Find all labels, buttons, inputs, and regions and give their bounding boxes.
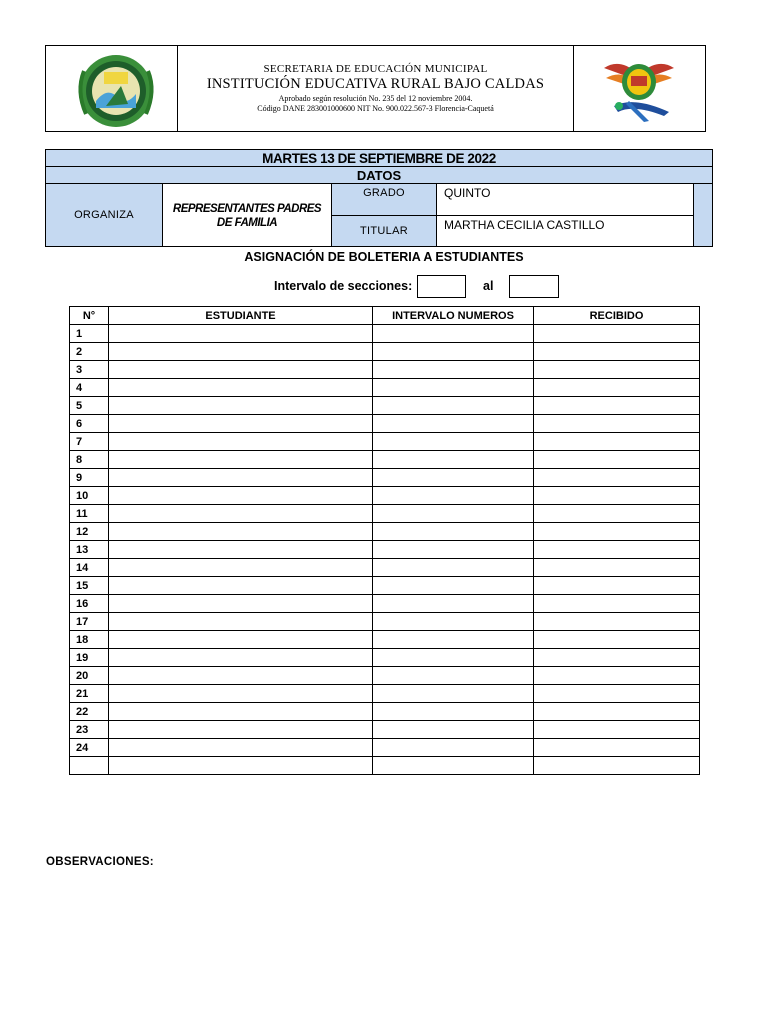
event-date-bar: MARTES 13 DE SEPTIEMBRE DE 2022 [45, 149, 713, 167]
received-cell[interactable] [534, 577, 700, 595]
row-number-cell: 21 [70, 685, 109, 703]
interval-numbers-cell[interactable] [373, 451, 534, 469]
table-row [70, 415, 700, 433]
municipal-crest-cell [573, 46, 705, 131]
row-number-cell: 1 [70, 325, 109, 343]
table-body [70, 325, 700, 775]
received-cell[interactable] [534, 415, 700, 433]
interval-numbers-cell[interactable] [373, 415, 534, 433]
table-row [70, 595, 700, 613]
table-row [70, 631, 700, 649]
student-name-cell[interactable] [109, 361, 373, 379]
interval-numbers-cell[interactable] [373, 757, 534, 775]
student-name-cell[interactable] [109, 613, 373, 631]
interval-start-field[interactable] [417, 275, 466, 298]
received-cell[interactable] [534, 703, 700, 721]
student-name-cell[interactable] [109, 451, 373, 469]
interval-numbers-cell[interactable] [373, 361, 534, 379]
row-number-cell: 4 [70, 379, 109, 397]
row-number-cell: 23 [70, 721, 109, 739]
table-row [70, 541, 700, 559]
interval-numbers-cell[interactable] [373, 505, 534, 523]
received-cell[interactable] [534, 757, 700, 775]
table-row [70, 667, 700, 685]
received-cell[interactable] [534, 667, 700, 685]
interval-numbers-cell[interactable] [373, 685, 534, 703]
row-number-cell: 17 [70, 613, 109, 631]
table-row [70, 397, 700, 415]
interval-numbers-cell[interactable] [373, 703, 534, 721]
interval-numbers-cell[interactable] [373, 325, 534, 343]
table-row [70, 577, 700, 595]
table-row [70, 685, 700, 703]
received-cell[interactable] [534, 487, 700, 505]
received-cell[interactable] [534, 613, 700, 631]
interval-numbers-cell[interactable] [373, 613, 534, 631]
student-name-cell[interactable] [109, 541, 373, 559]
row-number-cell: 7 [70, 433, 109, 451]
interval-numbers-cell[interactable] [373, 559, 534, 577]
table-row [70, 649, 700, 667]
institution-header [45, 45, 706, 132]
table-row [70, 559, 700, 577]
datos-title-bar: DATOS [45, 166, 713, 184]
header-text-block [178, 46, 573, 131]
received-cell[interactable] [534, 361, 700, 379]
interval-numbers-cell[interactable] [373, 343, 534, 361]
resolution-line: Aprobado según resolución No. 235 del 12 noviembre 2004. [278, 94, 473, 103]
interval-numbers-cell[interactable] [373, 487, 534, 505]
grado-value: QUINTO [436, 183, 694, 216]
interval-numbers-cell[interactable] [373, 577, 534, 595]
student-name-cell[interactable] [109, 469, 373, 487]
row-number-cell: 20 [70, 667, 109, 685]
student-name-cell[interactable] [109, 523, 373, 541]
received-cell[interactable] [534, 649, 700, 667]
dane-nit-line: Código DANE 283001000600 NIT No. 900.022.567-3 Florencia-Caquetá [257, 104, 494, 113]
row-number-cell: 13 [70, 541, 109, 559]
received-cell[interactable] [534, 433, 700, 451]
row-number-cell: 14 [70, 559, 109, 577]
student-name-cell[interactable] [109, 397, 373, 415]
table-header-row [70, 307, 700, 325]
interval-numbers-cell[interactable] [373, 541, 534, 559]
received-cell[interactable] [534, 541, 700, 559]
table-row [70, 469, 700, 487]
student-name-cell[interactable] [109, 649, 373, 667]
student-name-cell[interactable] [109, 559, 373, 577]
received-cell[interactable] [534, 469, 700, 487]
grado-label: GRADO [331, 183, 437, 216]
student-name-cell[interactable] [109, 721, 373, 739]
observaciones-label: OBSERVACIONES: [46, 856, 154, 868]
table-row [70, 325, 700, 343]
student-name-cell[interactable] [109, 667, 373, 685]
student-name-cell[interactable] [109, 505, 373, 523]
table-row [70, 721, 700, 739]
table-row [70, 739, 700, 757]
organiza-value-line1: REPRESENTANTES PADRES [172, 203, 322, 215]
interval-label: Intervalo de secciones: [274, 279, 413, 293]
secretaria-line: SECRETARIA DE EDUCACIÓN MUNICIPAL [263, 63, 488, 75]
student-name-cell[interactable] [109, 595, 373, 613]
received-cell[interactable] [534, 397, 700, 415]
interval-end-field[interactable] [509, 275, 559, 298]
received-cell[interactable] [534, 685, 700, 703]
organiza-value-line2: DE FAMILIA [216, 217, 278, 229]
row-number-cell: 2 [70, 343, 109, 361]
interval-numbers-cell[interactable] [373, 739, 534, 757]
row-number-cell: 10 [70, 487, 109, 505]
student-name-cell[interactable] [109, 631, 373, 649]
student-name-cell[interactable] [109, 379, 373, 397]
received-cell[interactable] [534, 325, 700, 343]
institution-name: INSTITUCIÓN EDUCATIVA RURAL BAJO CALDAS [206, 76, 545, 92]
table-row [70, 757, 700, 775]
school-seal-icon [46, 46, 178, 131]
student-name-cell[interactable] [109, 739, 373, 757]
interval-numbers-cell[interactable] [373, 631, 534, 649]
assignment-title: ASIGNACIÓN DE BOLETERIA A ESTUDIANTES [244, 250, 524, 264]
interval-numbers-cell[interactable] [373, 433, 534, 451]
row-number-cell: 5 [70, 397, 109, 415]
table-row [70, 343, 700, 361]
row-number-cell: 6 [70, 415, 109, 433]
interval-numbers-cell[interactable] [373, 397, 534, 415]
interval-numbers-cell[interactable] [373, 721, 534, 739]
received-cell[interactable] [534, 631, 700, 649]
student-name-cell[interactable] [109, 703, 373, 721]
row-number-cell: 3 [70, 361, 109, 379]
received-cell[interactable] [534, 721, 700, 739]
table-row [70, 505, 700, 523]
column-header-received: RECIBIDO [534, 307, 700, 325]
interval-numbers-cell[interactable] [373, 649, 534, 667]
table-row [70, 433, 700, 451]
interval-numbers-cell[interactable] [373, 469, 534, 487]
student-name-cell[interactable] [109, 685, 373, 703]
row-number-cell: 19 [70, 649, 109, 667]
row-number-cell: 15 [70, 577, 109, 595]
received-cell[interactable] [534, 739, 700, 757]
interval-numbers-cell[interactable] [373, 523, 534, 541]
organiza-value [162, 183, 332, 247]
student-name-cell[interactable] [109, 577, 373, 595]
row-number-cell: 18 [70, 631, 109, 649]
interval-numbers-cell[interactable] [373, 667, 534, 685]
school-logo-cell [46, 46, 178, 131]
student-name-cell[interactable] [109, 415, 373, 433]
row-number-cell: 12 [70, 523, 109, 541]
row-number-cell: 8 [70, 451, 109, 469]
column-header-interval: INTERVALO NUMEROS [373, 307, 534, 325]
table-row [70, 379, 700, 397]
row-number-cell: 9 [70, 469, 109, 487]
row-number-cell [70, 757, 109, 775]
student-name-cell[interactable] [109, 433, 373, 451]
row-number-cell: 24 [70, 739, 109, 757]
received-cell[interactable] [534, 343, 700, 361]
row-number-cell: 11 [70, 505, 109, 523]
table-row [70, 361, 700, 379]
organiza-label: ORGANIZA [45, 183, 163, 247]
students-table [69, 306, 700, 775]
interval-al-label: al [483, 279, 494, 293]
received-cell[interactable] [534, 505, 700, 523]
row-number-cell: 22 [70, 703, 109, 721]
titular-value: MARTHA CECILIA CASTILLO [436, 215, 694, 247]
received-cell[interactable] [534, 595, 700, 613]
column-header-student: ESTUDIANTE [109, 307, 373, 325]
received-cell[interactable] [534, 379, 700, 397]
received-cell[interactable] [534, 523, 700, 541]
table-row [70, 613, 700, 631]
interval-numbers-cell[interactable] [373, 379, 534, 397]
column-header-number: N° [70, 307, 109, 325]
table-row [70, 451, 700, 469]
table-row [70, 523, 700, 541]
titular-label: TITULAR [331, 215, 437, 247]
row-number-cell: 16 [70, 595, 109, 613]
student-name-cell[interactable] [109, 757, 373, 775]
datos-right-strip [693, 183, 713, 247]
student-name-cell[interactable] [109, 487, 373, 505]
received-cell[interactable] [534, 451, 700, 469]
interval-numbers-cell[interactable] [373, 595, 534, 613]
table-row [70, 703, 700, 721]
table-row [70, 487, 700, 505]
municipal-crest-icon [574, 46, 706, 131]
student-name-cell[interactable] [109, 325, 373, 343]
student-name-cell[interactable] [109, 343, 373, 361]
received-cell[interactable] [534, 559, 700, 577]
